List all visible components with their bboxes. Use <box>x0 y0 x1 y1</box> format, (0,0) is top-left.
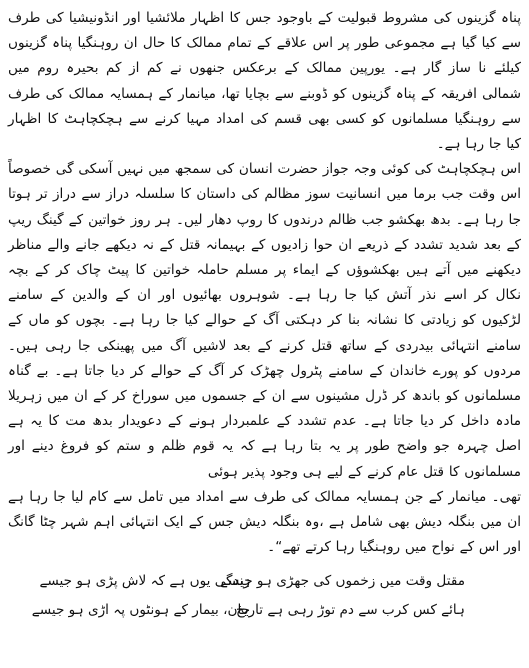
verse-first-line: مقتل وقت میں زخموں کی جھڑی ہو جیسے <box>220 572 465 589</box>
poem-verses <box>8 566 521 624</box>
paragraph-3: تھی۔ میانمار کے جن ہمسایہ ممالک کی طرف سے امداد میں تامل سے کام لیا جا رہا ہے ان میں بنگلہ دیش بھی شامل ہے ،وہ بنگلہ دیش جس کے ایک انتہائی اہم شہر چٹا گانگ اور اس کے نواح میں روہنگیا رہا کرتے تھے“۔ <box>8 488 521 556</box>
verse-couplet <box>8 595 521 624</box>
paragraph-2: اس ہچکچاہٹ کی کوئی وجہ جواز حضرت انسان کی سمجھ میں نہیں آسکی گی خصوصاً اس وقت جب برما میں انسانیت سوز مظالم کی داستان کا سلسلہ دراز سے دراز تر ہوتا جا رہا ہے۔ بدھ بھکشو جب ظالم درندوں کا روپ دھار لیں۔ ہر روز خواتین کے گینگ ریپ کے بعد شدید تشدد کے ذریعے ان حوا زادیوں کے بہیمانہ قتل کے نہ دیکھے جانے والے مناظر دیکھنے میں آتے ہیں بھکشوؤں کے ایماء پر مسلم حاملہ خواتین کا پیٹ چاک کر کے بچہ نکال کر اسے نذر آتش کیا جا رہا ہے۔ شوہروں بھائیوں اور ان کے والدین کے سامنے لڑکیوں کو زیادتی کا نشانہ بنا کر دہکتی آگ کے حوالے کیا جا رہا ہے۔ بچوں کو ماں کے سامنے انتہائی بیدردی کے ساتھ قتل کرنے کے بعد لاشیں آگ میں پھینکی جا رہی ہیں۔ مردوں کو پورے خاندان کے سامنے پٹرول چھڑک کر آگ کے حوالے کر دیا جاتا ہے۔ بے گناہ مسلمانوں کو باندھ کر ڈرل مشینوں سے ان کے جسموں میں سوراخ کر کے ان میں زہریلا مادہ داخل کر دیا جاتا ہے۔ عدم تشدد کے علمبردار ہونے کے دعویدار بدھ مت کا یہ ہے اصل چہرہ جو واضح طور پر یہ بتا رہا ہے کہ یہ قوم ظلم و ستم کو فروغ دینے اور مسلمانوں کا قتل عام کرنے کے لیے ہی وجود پذیر ہوئی <box>8 161 521 480</box>
verse-couplet <box>8 566 521 595</box>
paragraph-1: پناہ گزینوں کی مشروط قبولیت کے باوجود جس کا اظہار ملائشیا اور انڈونیشیا کی طرف سے کیا گیا ہے مجموعی طور پر اس علاقے کے تمام ممالک کا حال ان روہنگیا پناہ گزینوں کیلئے نا ساز گار ہے۔ یورپین ممالک کے برعکس جنھوں نے کم از کم بحیرہ روم میں شمالی افریقہ کے پناہ گزینوں کو ڈوبنے سے بچایا تھا، میانمار کے ہمسایہ ممالک کی طرف سے روہنگیا مسلمانوں کو کسی بھی قسم کی امداد مہیا کرنے سے ہچکچاہٹ کا اظہار کیا جا رہا ہے۔ <box>8 10 521 153</box>
verse-second-line: زندگی یوں ہے کہ لاش پڑی ہو جیسے <box>39 572 250 589</box>
verse-first-line: ہائے کس کرب سے دم توڑ رہی ہے تاریخ <box>235 601 465 618</box>
verse-second-line: جان، بیمار کے ہونٹوں پہ اڑی ہو جیسے <box>31 601 250 618</box>
